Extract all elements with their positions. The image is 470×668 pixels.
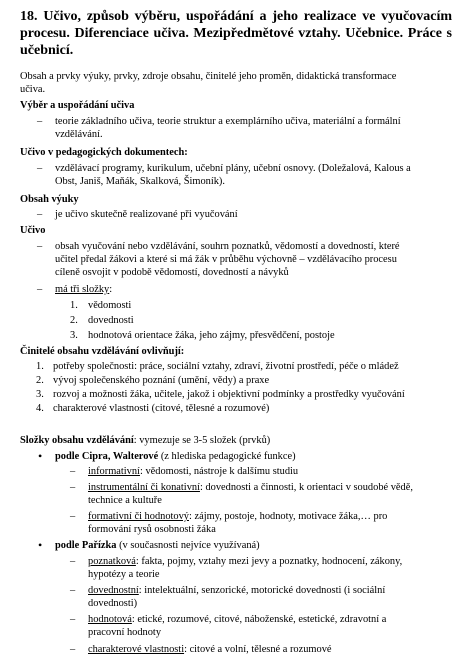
number-marker: 2. (36, 375, 44, 386)
component-item (88, 584, 385, 597)
list-item-text: je učivo skutečně realizované při vyučování (55, 209, 238, 220)
component-item (88, 613, 386, 626)
component-desc: : citové a volní, tělesné a rozumové (184, 644, 332, 655)
number-marker: 1. (70, 300, 78, 311)
list-item-text: obsah vyučování nebo vzdělávání, souhrn poznatků, vědomostí a dovedností, které (55, 241, 400, 252)
component-term: charakterové vlastnosti (88, 644, 185, 655)
component-item (88, 465, 298, 478)
components-heading-rest: : vymezuje se 3-5 složek (prvků) (133, 435, 271, 446)
list-item-text: vzdělávání. (55, 129, 103, 140)
parts-item: hodnotová orientace žáka, jeho zájmy, přesvědčení, postoje (88, 330, 335, 341)
component-desc: : zájmy, postoje, hodnoty, motivace žáka,… pro (189, 511, 388, 522)
section-heading-curriculum: Učivo (20, 225, 46, 236)
list-item-text: vzdělávací programy, kurikulum, učební plány, učební osnovy. (Doležalová, Kalous a (55, 163, 411, 174)
component-desc-cont: hypotézy a teorie (88, 569, 160, 580)
parts-label-colon: : (109, 284, 113, 295)
factor-item: vývoj společenského poznání (umění, vědy) a praxe (53, 375, 270, 386)
dash-marker: – (70, 511, 76, 522)
dash-marker: – (37, 284, 43, 295)
component-term: formativní či hodnotový (88, 511, 190, 522)
factor-item: charakterové vlastnosti (citové, tělesné a rozumové) (53, 403, 270, 414)
bullet-marker: • (38, 538, 43, 552)
subsection-cipra-rest: (z hlediska pedagogické funkce) (158, 451, 296, 462)
number-marker: 4. (36, 403, 44, 414)
intro-line-1: Obsah a prvky výuky, prvky, zdroje obsahu, činitelé jeho proměn, didaktická transformace (20, 71, 397, 82)
dash-marker: – (37, 209, 43, 220)
parts-item: dovednosti (88, 315, 134, 326)
component-item (88, 643, 332, 656)
section-heading-selection: Výběr a uspořádání učiva (20, 100, 135, 111)
component-term: poznatková (88, 556, 136, 567)
list-item-text: učitel předal žákovi a které si má žák v průběhu výchovně – vzdělávacího procesu (55, 254, 397, 265)
section-heading-content: Obsah výuky (20, 194, 79, 205)
component-desc: : dovednosti a činnosti, k orientaci v soudobé vědě, (199, 482, 413, 493)
section-heading-components (20, 434, 270, 447)
dash-marker: – (70, 556, 76, 567)
component-desc: : fakta, pojmy, vztahy mezi jevy a poznatky, hodnocení, zákony, (135, 556, 403, 567)
component-desc-cont: formování rysů osobnosti žáka (88, 524, 216, 535)
component-term: informativní (88, 466, 140, 477)
number-marker: 1. (36, 361, 44, 372)
parts-item: vědomosti (88, 300, 132, 311)
dash-marker: – (37, 163, 43, 174)
factor-item: potřeby společnosti: práce, sociální vztahy, zdraví, životní prostředí, péče o mládež (53, 361, 399, 372)
section-heading-documents: Učivo v pedagogických dokumentech: (20, 147, 188, 158)
dash-marker: – (70, 644, 76, 655)
subsection-parizek-bold: podle Pařízka (55, 540, 117, 551)
parts-label-text: má tři složky (55, 284, 110, 295)
list-item-text: cíleně osvojit v podobě vědomostí, dovedností a návyků (55, 267, 289, 278)
bullet-marker: • (38, 449, 43, 463)
component-term: hodnotová (88, 614, 132, 625)
number-marker: 3. (36, 389, 44, 400)
factor-item: rozvoj a možnosti žáka, učitele, jakož i objektivní podmínky a prostředky vyučování (53, 389, 405, 400)
dash-marker: – (70, 614, 76, 625)
subsection-parizek-rest: (v současnosti nejvíce využívaná) (116, 540, 260, 551)
subsection-cipra-bold: podle Cipra, Walterové (55, 451, 159, 462)
components-heading-bold: Složky obsahu vzdělávání (20, 435, 134, 446)
section-heading-factors: Činitelé obsahu vzdělávání ovlivňují: (20, 346, 185, 357)
component-item (88, 510, 387, 523)
page-title: 18. Učivo, způsob výběru, uspořádání a jeho realizace ve vyučovacím procesu. Diferenciace učiva. Mezipředmětové vztahy. Učebnice. Práce s učebnicí. (20, 9, 452, 58)
component-desc-cont: pracovní hodnoty (88, 627, 162, 638)
list-item-text: teorie základního učiva, teorie struktur a exemplárního učiva, materiální a formální (55, 116, 401, 127)
component-desc-cont: technice a kultuře (88, 495, 162, 506)
component-desc: : etické, rozumové, citové, náboženské, estetické, zdravotní a (131, 614, 387, 625)
dash-marker: – (37, 241, 43, 252)
component-item (88, 555, 402, 568)
number-marker: 2. (70, 315, 78, 326)
component-desc: : intelektuální, senzorické, motorické dovednosti (i sociální (138, 585, 386, 596)
list-item-text: Obst, Janiš, Maňák, Skalková, Šimoník). (55, 176, 225, 187)
component-desc: : vědomosti, nástroje k dalšímu studiu (139, 466, 299, 477)
number-marker: 3. (70, 330, 78, 341)
subsection-parizek (55, 539, 260, 552)
subsection-cipra (55, 450, 296, 463)
intro-line-2: učiva. (20, 84, 46, 95)
component-item (88, 481, 413, 494)
component-term: dovednostní (88, 585, 139, 596)
parts-label (55, 283, 112, 296)
dash-marker: – (37, 116, 43, 127)
component-desc-cont: dovednosti) (88, 598, 138, 609)
dash-marker: – (70, 466, 76, 477)
dash-marker: – (70, 482, 76, 493)
dash-marker: – (70, 585, 76, 596)
component-term: instrumentální či konativní (88, 482, 200, 493)
